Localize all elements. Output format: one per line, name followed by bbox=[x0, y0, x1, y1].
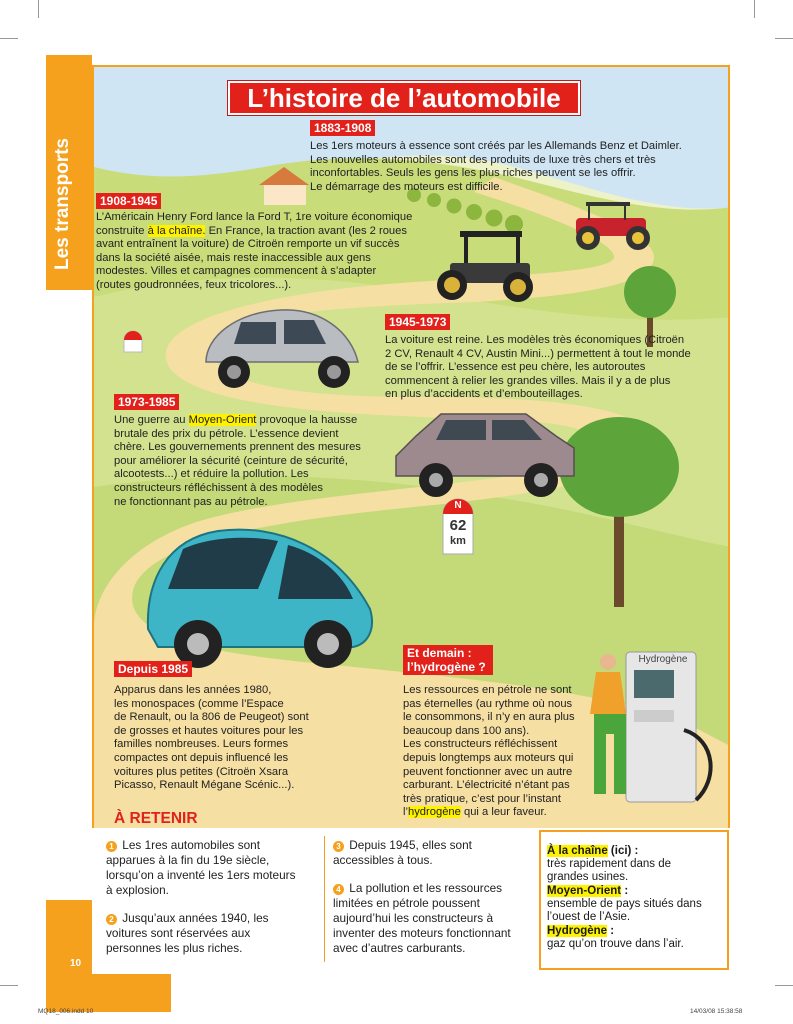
text-line: familles nombreuses. Leurs formes bbox=[114, 738, 289, 751]
text-line: peuvent fonctionner avec un autre bbox=[403, 765, 573, 778]
period-label: 1908-1945 bbox=[96, 193, 161, 209]
text-line: Les nouvelles automobiles sont des produits de luxe très chers et très bbox=[310, 153, 656, 166]
period-label: 1973-1985 bbox=[114, 394, 179, 410]
section-text-tomorrow bbox=[403, 684, 593, 820]
text-line: voitures plus petites (Citroën Xsara bbox=[114, 765, 289, 778]
glossary-definition: l’ouest de l’Asie. bbox=[547, 911, 631, 923]
retenir-item-1 bbox=[106, 838, 321, 898]
vintage-red-car-illustration bbox=[566, 196, 662, 256]
text-line: accessibles à tous. bbox=[333, 853, 433, 867]
text-span: qui a leur faveur. bbox=[460, 806, 547, 819]
text-line: de Renault, ou la 806 de Peugeot) sont bbox=[114, 711, 309, 724]
text-line bbox=[333, 881, 538, 896]
renault-car-illustration bbox=[386, 396, 581, 504]
crop-mark bbox=[0, 38, 18, 39]
text-line bbox=[114, 414, 394, 428]
text-line: L’Américain Henry Ford lance la Ford T, 1re voiture économique bbox=[96, 211, 413, 223]
section-label: Les transports bbox=[52, 138, 73, 270]
footer-filename: MQ18_006.indd 10 bbox=[38, 1008, 94, 1015]
glossary-term: Moyen-Orient bbox=[547, 885, 622, 897]
glossary-term: À la chaîne bbox=[547, 845, 608, 857]
crop-mark bbox=[775, 985, 793, 986]
text-line: avant entraînent la voiture) de Citroën remporte un vif succès bbox=[96, 238, 400, 251]
citroen-2cv-illustration bbox=[196, 302, 366, 392]
glossary-definition: grandes usines. bbox=[547, 871, 629, 883]
text-line bbox=[96, 225, 436, 239]
glossary-highlight: à la chaîne. bbox=[147, 224, 206, 237]
text-line: personnes les plus riches. bbox=[106, 941, 243, 955]
text-line bbox=[403, 806, 593, 820]
text-line bbox=[106, 838, 321, 853]
text-line: depuis longtemps aux moteurs qui bbox=[403, 751, 574, 764]
text-line: de se l’offrir. L’essence est peu chère, les autoroutes bbox=[385, 361, 646, 374]
number-badge: 2 bbox=[106, 914, 117, 925]
page-title: L’histoire de l’automobile bbox=[247, 83, 561, 113]
text-span: : bbox=[607, 925, 615, 937]
text-line: beaucoup dans 100 ans). bbox=[403, 724, 530, 737]
glossary-highlight: Moyen-Orient bbox=[188, 414, 257, 426]
glossary-definition: ensemble de pays situés dans bbox=[547, 898, 702, 910]
text-span: (ici) : bbox=[607, 845, 639, 857]
text-line: les monospaces (comme l’Espace bbox=[114, 697, 284, 710]
text-span: construite bbox=[96, 224, 148, 237]
text-span: : bbox=[621, 885, 629, 897]
text-line: lorsqu’on a inventé les 1ers moteurs bbox=[106, 868, 296, 882]
text-line: dans la société aisée, mais reste inaccessible aux gens bbox=[96, 251, 371, 264]
hydrogen-pump-illustration bbox=[586, 650, 726, 810]
milestone-number: 62 bbox=[449, 517, 467, 534]
text-line: en plus d’accidents et d’embouteillages. bbox=[385, 388, 583, 401]
text-line: modestes. Villes et campagnes commencent à s’adapter bbox=[96, 265, 377, 278]
text-line: très pratique, c’est pour l’instant bbox=[403, 792, 561, 805]
glossary-box bbox=[539, 830, 729, 970]
minivan-illustration bbox=[138, 519, 380, 674]
text-line: 2 CV, Renault 4 CV, Austin Mini...) permettent à tout le monde bbox=[385, 347, 691, 360]
text-line: brutale des prix du pétrole. L’essence devient bbox=[114, 427, 339, 440]
period-label: Depuis 1985 bbox=[114, 661, 192, 677]
period-label: 1883-1908 bbox=[310, 120, 375, 136]
text-span: La pollution et les ressources bbox=[349, 881, 503, 895]
ford-t-car-illustration bbox=[430, 225, 542, 307]
text-line: (routes goudronnées, feux tricolores...). bbox=[96, 278, 292, 291]
text-line: le consommons, il n’y en aura plus bbox=[403, 711, 575, 724]
text-line: pour améliorer la sécurité (ceinture de sécurité, bbox=[114, 454, 348, 467]
glossary-term-line bbox=[547, 924, 721, 938]
text-line: Les 1ers moteurs à essence sont créés par les Allemands Benz et Daimler. bbox=[310, 140, 682, 152]
glossary-term: Hydrogène bbox=[547, 925, 608, 937]
title-banner bbox=[228, 81, 580, 115]
text-line: compactes ont depuis influencé les bbox=[114, 751, 289, 764]
pump-label: Hydrogène bbox=[638, 654, 688, 665]
number-badge: 1 bbox=[106, 841, 117, 852]
text-span: Depuis 1945, elles sont bbox=[349, 838, 472, 852]
section-text-1883 bbox=[310, 140, 720, 194]
text-line: Les constructeurs réfléchissent bbox=[403, 738, 558, 751]
section-text-1973 bbox=[114, 414, 394, 509]
text-line: pas éternelles (au rythme où nous bbox=[403, 697, 573, 710]
glossary-definition: très rapidement dans de bbox=[547, 858, 672, 870]
text-span: Jusqu’aux années 1940, les bbox=[122, 911, 269, 925]
text-line: à explosion. bbox=[106, 883, 169, 897]
text-line: inconfortables. Seuls les gens les plus riches peuvent se les offrir. bbox=[310, 167, 636, 180]
divider bbox=[324, 836, 325, 962]
text-line: La voiture est reine. Les modèles très économiques (Citroën bbox=[385, 334, 685, 346]
crop-mark bbox=[0, 985, 18, 986]
text-line: voitures sont réservées aux bbox=[106, 926, 251, 940]
number-badge: 4 bbox=[333, 884, 344, 895]
crop-mark bbox=[38, 0, 39, 18]
period-label-tomorrow bbox=[403, 645, 493, 675]
text-line: chère. Les gouvernements prennent des mesures bbox=[114, 441, 361, 454]
text-span: Les 1res automobiles sont bbox=[122, 838, 260, 852]
text-line: inventer des moteurs fonctionnant bbox=[333, 926, 511, 940]
text-span: Une guerre au bbox=[114, 414, 189, 426]
text-span: En France, la traction avant (les 2 roues bbox=[205, 224, 407, 237]
footer-date: 14/03/08 15:38:58 bbox=[690, 1008, 743, 1015]
retenir-item-2 bbox=[106, 911, 321, 956]
text-span: l’ bbox=[403, 806, 408, 819]
crop-mark bbox=[775, 38, 793, 39]
text-line: constructeurs réfléchissent à des modèles bbox=[114, 481, 323, 494]
text-line: Les ressources en pétrole ne sont bbox=[403, 684, 572, 696]
page-number: 10 bbox=[70, 958, 82, 969]
retenir-item-3 bbox=[333, 838, 538, 868]
text-span: provoque la hausse bbox=[256, 414, 358, 426]
section-text-1908 bbox=[96, 211, 436, 293]
label-line: Et demain : bbox=[407, 646, 472, 660]
text-line: apparues à la fin du 19e siècle, bbox=[106, 853, 270, 867]
milestone-unit: km bbox=[450, 535, 466, 547]
glossary-term-line bbox=[547, 884, 721, 898]
text-line: Picasso, Renault Mégane Scénic...). bbox=[114, 779, 295, 792]
text-line: commencent à relier les grandes villes. Mais il y a de plus bbox=[385, 374, 671, 387]
glossary-highlight: hydrogène bbox=[407, 806, 461, 819]
text-line bbox=[106, 911, 321, 926]
text-line: aujourd’hui les constructeurs à bbox=[333, 911, 494, 925]
section-text-1985 bbox=[114, 684, 364, 793]
text-line: de grosses et hautes voitures pour les bbox=[114, 724, 304, 737]
number-badge: 3 bbox=[333, 841, 344, 852]
text-line: Le démarrage des moteurs est difficile. bbox=[310, 180, 503, 193]
label-line: l’hydrogène ? bbox=[407, 660, 486, 674]
text-line: carburant. L’électricité n’étant pas bbox=[403, 779, 570, 792]
milestone-letter: N bbox=[454, 500, 462, 511]
text-line: limitées en pétrole poussent bbox=[333, 896, 480, 910]
text-line: alcootests...) et réduire la pollution. Les bbox=[114, 468, 309, 481]
retenir-item-4 bbox=[333, 881, 538, 956]
text-line: ne fonctionnant pas au pétrole. bbox=[114, 495, 268, 508]
glossary-definition: gaz qu’on trouve dans l’air. bbox=[547, 938, 684, 950]
retenir-heading: À RETENIR bbox=[114, 810, 198, 827]
period-label: 1945-1973 bbox=[385, 314, 450, 330]
text-line: avec d’autres carburants. bbox=[333, 941, 466, 955]
crop-mark bbox=[754, 0, 755, 18]
text-line bbox=[333, 838, 538, 853]
text-line: Apparus dans les années 1980, bbox=[114, 684, 272, 696]
section-text-1945 bbox=[385, 334, 720, 402]
glossary-term-line bbox=[547, 844, 721, 858]
